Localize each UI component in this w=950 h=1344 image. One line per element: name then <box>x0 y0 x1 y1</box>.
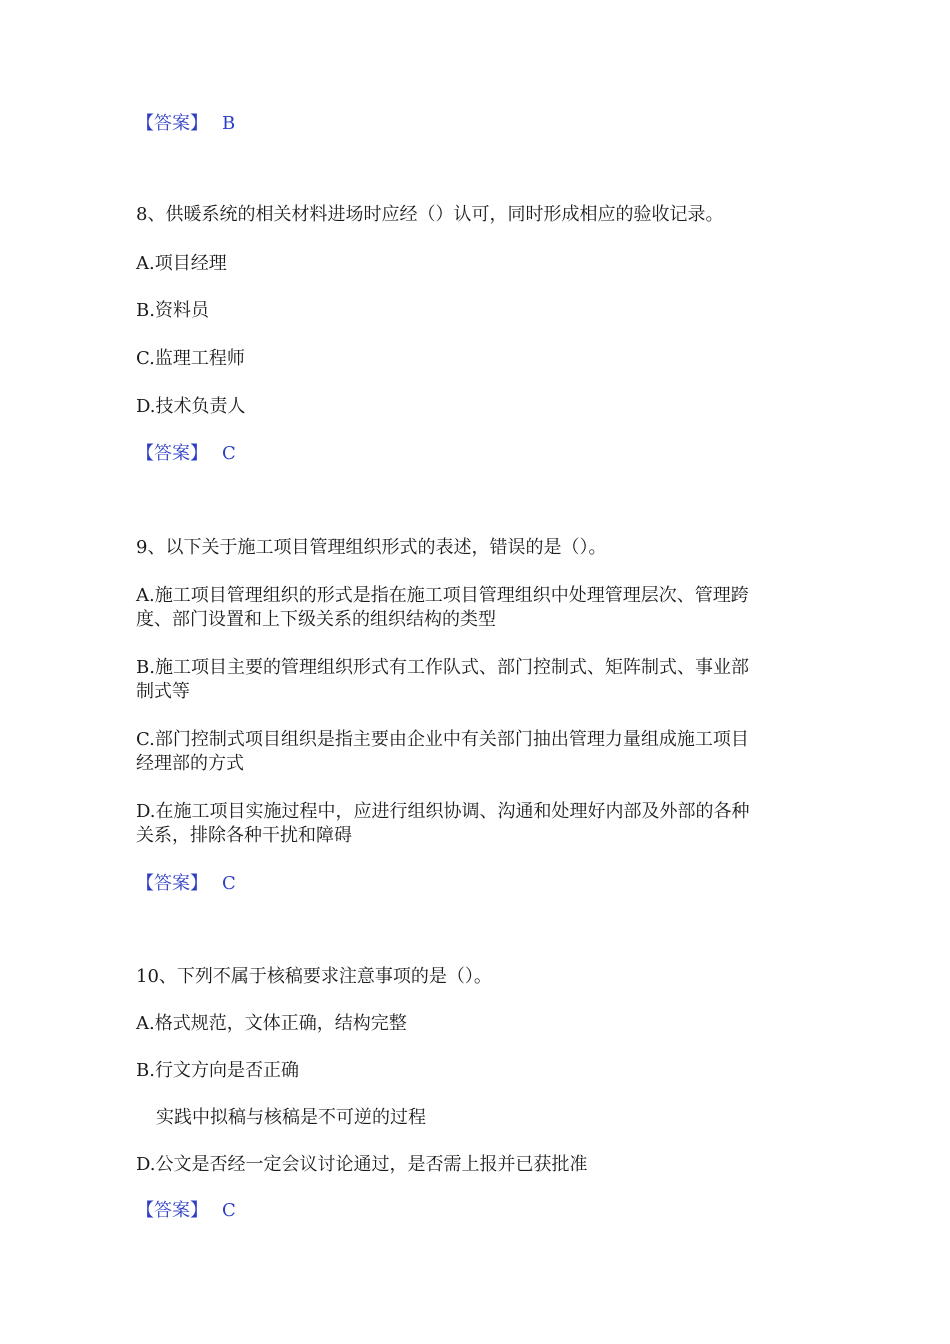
question-9-option-d-line2: 关系，排除各种干扰和障碍 <box>136 825 352 846</box>
answer-label: 【答案】 <box>136 443 208 464</box>
question-9-option-c-line1: C.部门控制式项目组织是指主要由企业中有关部门抽出管理力量组成施工项目 <box>136 729 749 750</box>
question-9-option-b-line2: 制式等 <box>136 681 190 702</box>
answer-value: C <box>222 443 236 464</box>
question-9-option-d-line1: D.在施工项目实施过程中，应进行组织协调、沟通和处理好内部及外部的各种 <box>136 801 750 822</box>
question-9-option-b-line1: B.施工项目主要的管理组织形式有工作队式、部门控制式、矩阵制式、事业部 <box>136 657 749 678</box>
question-10-option-b: B.行文方向是否正确 <box>136 1060 299 1081</box>
answer-label: 【答案】 <box>136 1200 208 1221</box>
question-10-option-c: 实践中拟稿与核稿是不可逆的过程 <box>156 1107 426 1128</box>
answer-label: 【答案】 <box>136 873 208 894</box>
question-9-text: 9、以下关于施工项目管理组织形式的表述，错误的是（）。 <box>136 537 607 558</box>
question-10-option-d: D.公文是否经一定会议讨论通过，是否需上报并已获批准 <box>136 1154 588 1175</box>
answer-value: B <box>222 113 236 134</box>
question-9-option-a-line1: A.施工项目管理组织的形式是指在施工项目管理组织中处理管理层次、管理跨 <box>136 585 749 606</box>
question-8-option-a: A.项目经理 <box>136 253 227 274</box>
question-8-option-d: D.技术负责人 <box>136 396 246 417</box>
question-9-option-a-line2: 度、部门设置和上下级关系的组织结构的类型 <box>136 609 496 630</box>
question-8-text: 8、供暖系统的相关材料进场时应经（）认可，同时形成相应的验收记录。 <box>136 204 724 225</box>
question-8-option-c: C.监理工程师 <box>136 348 245 369</box>
answer-line <box>136 872 236 896</box>
question-8-option-b: B.资料员 <box>136 300 209 321</box>
answer-line <box>136 1199 236 1223</box>
answer-value: C <box>222 873 236 894</box>
answer-value: C <box>222 1200 236 1221</box>
question-10-text: 10、下列不属于核稿要求注意事项的是（）。 <box>136 966 492 987</box>
question-10-option-a: A.格式规范，文体正确，结构完整 <box>136 1013 407 1034</box>
question-9-option-c-line2: 经理部的方式 <box>136 753 244 774</box>
answer-line <box>136 112 235 136</box>
answer-line <box>136 442 236 466</box>
answer-label: 【答案】 <box>136 113 208 134</box>
